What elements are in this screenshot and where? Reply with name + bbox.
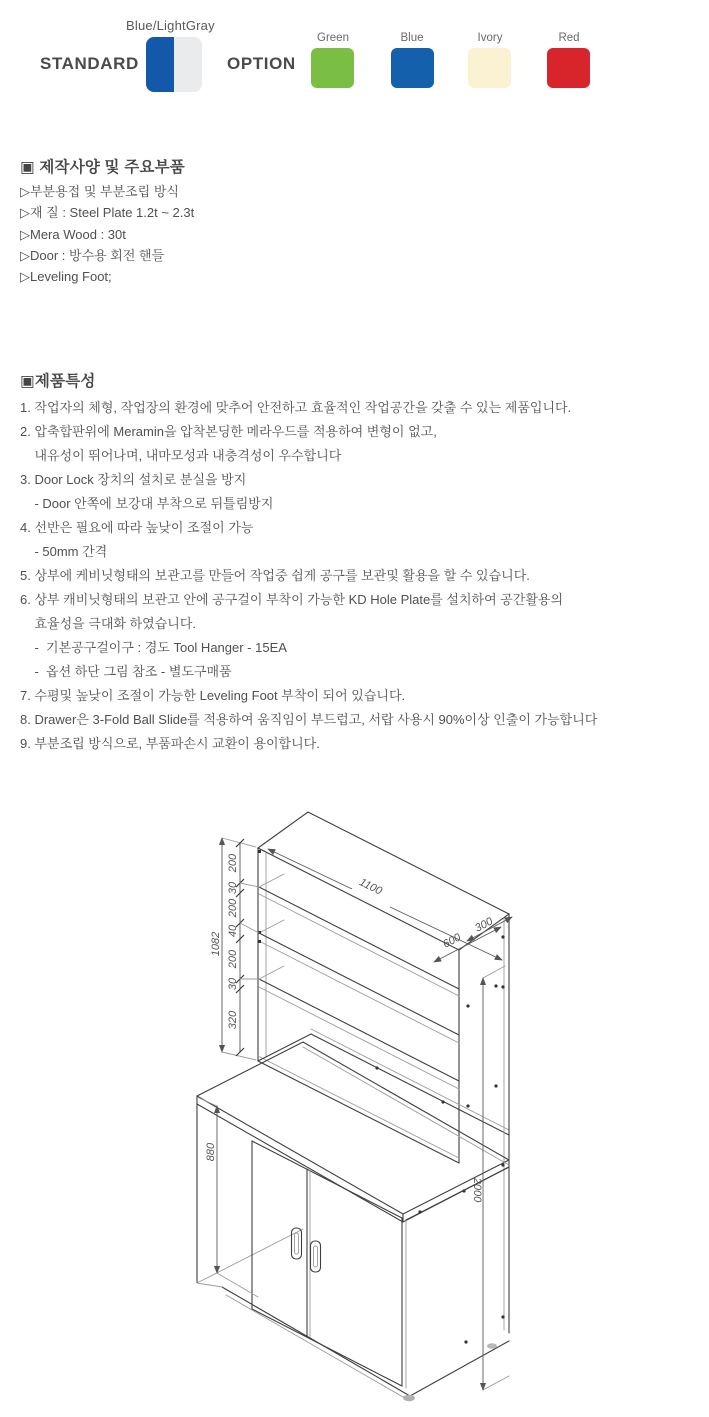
lower-cabinet [197, 1141, 509, 1401]
feature-line: 1. 작업자의 체형, 작업장의 환경에 맞추어 안전하고 효율적인 작업공간을 갖출 수 있는 제품입니다. [20, 400, 572, 415]
option-red-swatch [547, 48, 590, 88]
feature-line: 5. 상부에 케비닛형태의 보관고를 만들어 작업중 쉽게 공구를 보관및 활용을 할 수 있습니다. [20, 568, 530, 583]
feature-line: 9. 부분조립 방식으로, 부품파손시 교환이 용이합니다. [20, 736, 320, 751]
feature-line: 4. 선반은 필요에 따라 높낮이 조절이 가능 [20, 520, 254, 535]
feature-line: - 50mm 간격 [20, 544, 108, 559]
dim-chain-5: 30 [227, 977, 239, 991]
dim-upper-height: 1082 [210, 931, 222, 957]
option-red-label: Red [558, 32, 580, 44]
feature-line: 내유성이 뛰어나며, 내마모성과 내충격성이 우수합니다 [20, 448, 342, 463]
dim-total-height: 2000 [471, 1177, 483, 1203]
option-green-label: Green [317, 32, 349, 44]
standard-swatch-blue-half [146, 37, 174, 92]
feature-line: - 옵션 하단 그림 참조 - 별도구매품 [20, 664, 232, 679]
option-ivory-swatch [468, 48, 511, 88]
standard-swatch-label: Blue/LightGray [126, 18, 215, 33]
spec-item: ▷재 질 : Steel Plate 1.2t ~ 2.3t [20, 205, 195, 221]
dim-chain-6: 320 [227, 1010, 239, 1030]
feature-line: - Door 안쪽에 보강대 부착으로 뒤틀림방지 [20, 496, 274, 511]
work-table [197, 1042, 509, 1283]
feature-line: 3. Door Lock 장치의 설치로 분실을 방지 [20, 472, 247, 487]
spec-item: ▷Door : 방수용 회전 핸들 [20, 247, 165, 263]
feature-line: 6. 상부 캐비닛형태의 보관고 안에 공구걸이 부착이 가능한 KD Hole Plate를 설치하여 공간활용의 [20, 592, 564, 607]
option-label: OPTION [227, 54, 296, 73]
dim-chain-0: 200 [227, 853, 239, 873]
features-title: ▣제품특성 [20, 373, 96, 390]
spec-item: ▷부분용접 및 부분조립 방식 [20, 184, 179, 199]
dim-chain-3: 40 [227, 924, 239, 938]
standard-swatch-gray-half [174, 37, 202, 92]
feature-line: 7. 수평및 높낮이 조절이 가능한 Leveling Foot 부착이 되어 있습니다. [20, 688, 406, 703]
feature-line: - 기본공구걸이구 : 경도 Tool Hanger - 15EA [20, 640, 287, 655]
upper-cabinet [258, 812, 509, 1163]
option-green-swatch [311, 48, 354, 88]
specs-title: ▣ 제작사양 및 주요부품 [20, 159, 185, 176]
dim-table-height: 880 [205, 1142, 217, 1162]
standard-color-swatch [146, 37, 202, 92]
option-blue-label: Blue [400, 32, 424, 44]
option-blue-swatch [391, 48, 434, 88]
dimension-lines [199, 838, 512, 1390]
features-list [20, 396, 597, 756]
standard-label: STANDARD [40, 54, 139, 73]
option-ivory-label: Ivory [477, 32, 503, 44]
back-panel [462, 914, 509, 1344]
leveling-foot [487, 1343, 497, 1349]
spec-item: ▷Leveling Foot; [20, 269, 112, 285]
technical-drawing [0, 780, 709, 1417]
feature-line: 8. Drawer은 3-Fold Ball Slide를 적용하여 움직임이 부드럽고, 서랍 사용시 90%이상 인출이 가능합니다 [20, 712, 598, 727]
feature-line: 2. 압축합판위에 Meramin을 압착본딩한 메라우드를 적용하여 변형이 없고, [20, 424, 437, 439]
leveling-foot [403, 1395, 415, 1401]
dim-chain-2: 200 [227, 898, 239, 918]
dim-upper-depth: 300 [473, 915, 495, 935]
dim-table-depth: 600 [441, 931, 463, 951]
dim-chain-1: 30 [227, 881, 239, 895]
dim-top-width: 1100 [357, 876, 384, 898]
specs-list [20, 181, 194, 287]
spec-item: ▷Mera Wood : 30t [20, 226, 126, 242]
feature-line: 효율성을 극대화 하였습니다. [20, 616, 196, 631]
dim-chain-4: 200 [227, 949, 239, 969]
